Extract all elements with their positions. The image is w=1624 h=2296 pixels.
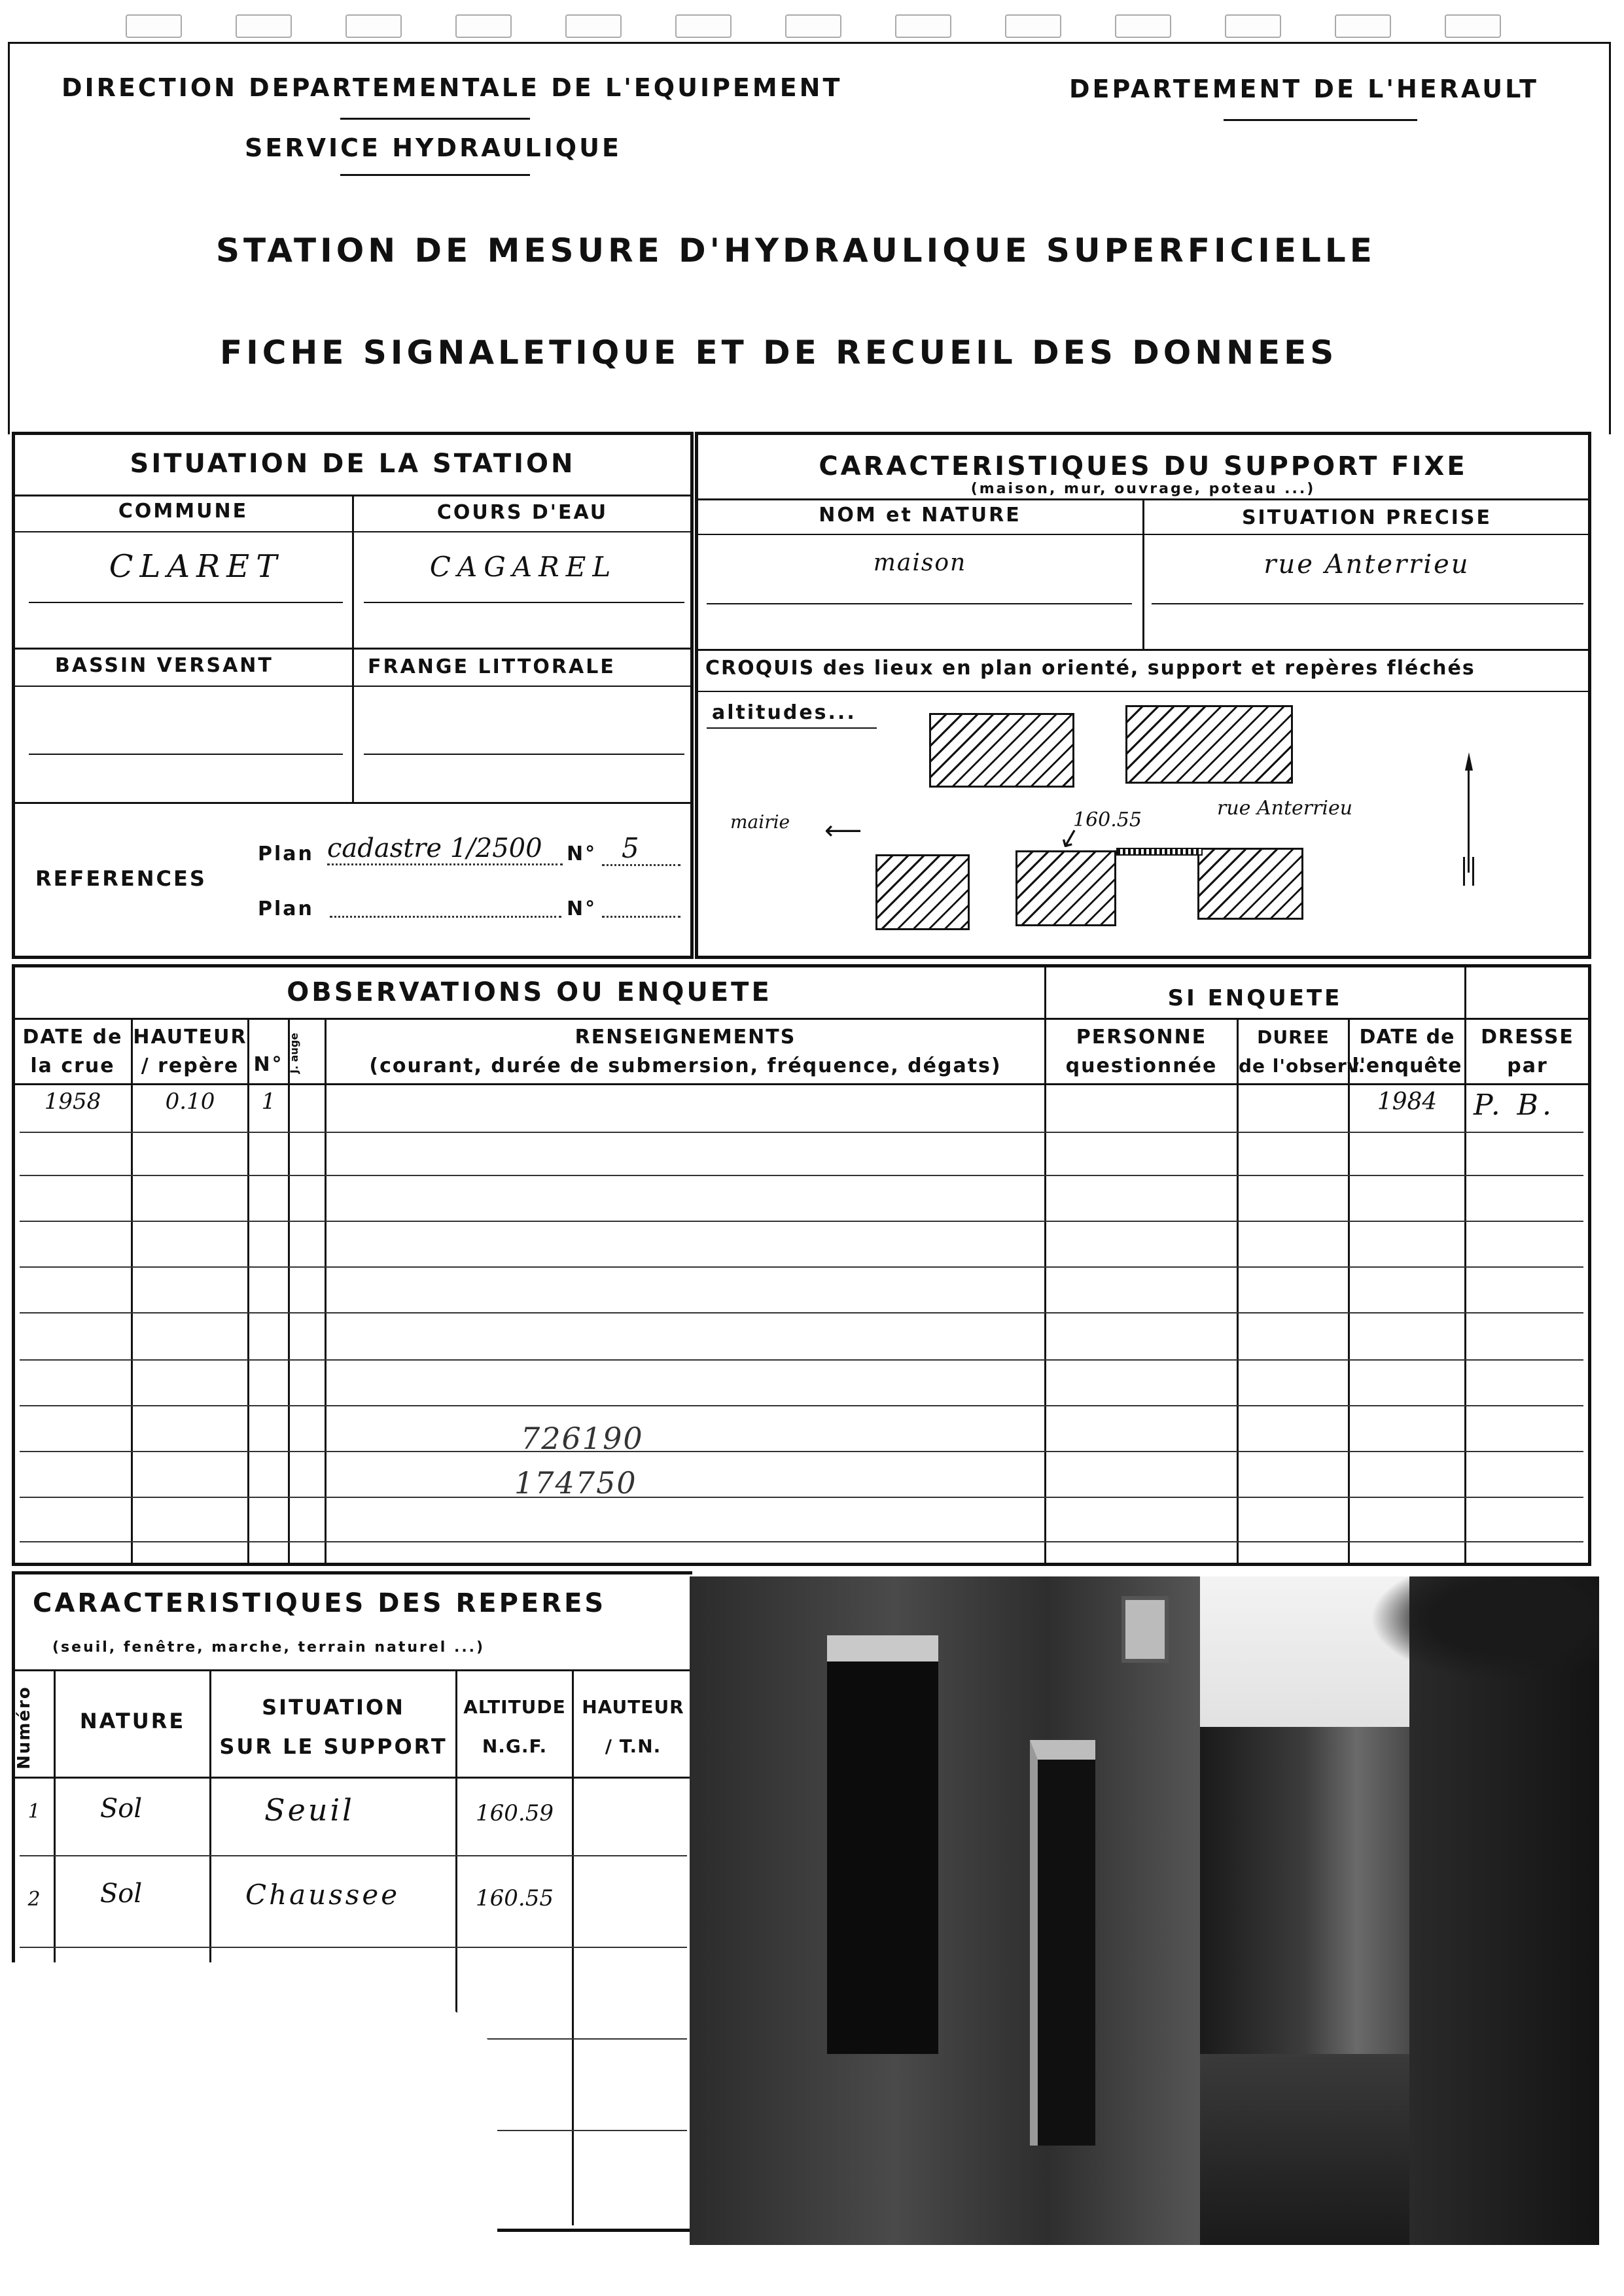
- repere-row-2-numero: 2: [27, 1888, 41, 1911]
- leader-arrow-icon: ↙: [1055, 820, 1084, 856]
- torn-corner: [0, 1962, 497, 2296]
- situation-precise-label: SITUATION PRECISE: [1241, 506, 1492, 529]
- page-subtitle: FICHE SIGNALETIQUE ET DE RECUEIL DES DONNEES: [220, 334, 1338, 372]
- obs-row-no: 1: [261, 1088, 276, 1115]
- observations-title: OBSERVATIONS OU ENQUETE: [287, 977, 772, 1007]
- nom-value: maison: [873, 549, 967, 576]
- plan2-label: Plan: [258, 897, 314, 920]
- obs-row-date: 1958: [44, 1088, 101, 1115]
- plan1-no-label: N°: [567, 843, 597, 865]
- threshold-mark: [1116, 848, 1203, 856]
- cours-value: CAGAREL: [429, 551, 618, 583]
- repere-row-1-altitude: 160.59: [476, 1800, 554, 1826]
- sketch-mairie-label: mairie: [730, 811, 790, 833]
- col-date-enquete-label: DATE de l'enquête: [1352, 1026, 1462, 1077]
- sketch-street-label: rue Anterrieu: [1217, 797, 1353, 820]
- repere-row-2-nature: Sol: [99, 1879, 143, 1909]
- col-numero-label: Numéro: [14, 1686, 34, 1769]
- col-jauge-label: J. auge: [288, 1032, 300, 1074]
- page-title: STATION DE MESURE D'HYDRAULIQUE SUPERFICIELLE: [216, 232, 1376, 270]
- cours-label: COURS D'EAU: [436, 501, 609, 524]
- col-altitude-label: ALTITUDE N.G.F.: [463, 1696, 566, 1757]
- col-hauteur-label: HAUTEUR / repère: [133, 1026, 247, 1077]
- obs-row-dresse: P. B.: [1474, 1088, 1555, 1122]
- references-label: REFERENCES: [35, 866, 207, 891]
- obs-row-hauteur: 0.10: [165, 1088, 215, 1115]
- plan1-label: Plan: [258, 843, 314, 865]
- building-sketch-2: [1125, 705, 1293, 784]
- situation-precise-value: rue Anterrieu: [1263, 549, 1470, 580]
- coord-y: 174750: [514, 1465, 637, 1501]
- col-situation-label: SITUATION SUR LE SUPPORT: [219, 1695, 448, 1759]
- support-title: CARACTERISTIQUES DU SUPPORT FIXE: [819, 451, 1468, 481]
- direction-label: DIRECTION DEPARTEMENTALE DE L'EQUIPEMENT: [62, 73, 843, 102]
- bassin-label: BASSIN VERSANT: [55, 654, 274, 677]
- plan2-no-dots: [602, 916, 680, 918]
- col-nature-label: NATURE: [79, 1709, 186, 1733]
- coord-x: 726190: [521, 1421, 644, 1456]
- repere-row-1-situation: Seuil: [264, 1792, 355, 1828]
- plan1-value: cadastre 1/2500: [327, 833, 563, 865]
- frange-label: FRANGE LITTORALE: [368, 655, 616, 678]
- repere-row-2-situation: Chaussee: [245, 1879, 400, 1911]
- building-sketch-3: [875, 854, 970, 930]
- plan1-no-value: 5: [602, 832, 680, 866]
- street-photo: [690, 1576, 1599, 2245]
- col-duree-label: DUREE de l'observ.: [1239, 1026, 1366, 1077]
- croquis-label: CROQUIS des lieux en plan orienté, support et repères fléchés: [705, 657, 1475, 680]
- building-sketch-4: [1015, 850, 1116, 926]
- col-personne-label: PERSONNE questionnée: [1065, 1026, 1218, 1077]
- plan2-dots: [330, 916, 561, 918]
- col-renseignements-label: RENSEIGNEMENTS (courant, durée de submersion, fréquence, dégats): [369, 1026, 1002, 1077]
- nom-label: NOM et NATURE: [819, 504, 1021, 527]
- col-dresse-label: DRESSE par: [1481, 1026, 1574, 1077]
- reperes-title: CARACTERISTIQUES DES REPERES: [33, 1588, 607, 1618]
- north-arrow-icon: [1467, 752, 1471, 890]
- col-no-label: N°: [253, 1053, 284, 1076]
- building-sketch-1: [929, 713, 1074, 788]
- departement-label: DEPARTEMENT DE L'HERAULT: [1069, 75, 1539, 103]
- repere-row-1-nature: Sol: [99, 1794, 143, 1824]
- obs-row-enquete-date: 1984: [1377, 1088, 1438, 1115]
- building-sketch-5: [1197, 848, 1303, 920]
- situation-title: SITUATION DE LA STATION: [130, 449, 576, 479]
- repere-row-2-altitude: 160.55: [476, 1885, 554, 1911]
- enquete-title: SI ENQUETE: [1167, 985, 1343, 1011]
- altitudes-label: altitudes...: [712, 701, 856, 724]
- col-hauteur-tn-label: HAUTEUR / T.N.: [582, 1696, 684, 1757]
- commune-label: COMMUNE: [118, 500, 249, 523]
- repere-row-1-numero: 1: [27, 1800, 41, 1823]
- sketch-altitude-label: 160.55: [1073, 809, 1142, 831]
- reperes-subtitle: (seuil, fenêtre, marche, terrain naturel ...): [52, 1639, 485, 1656]
- support-subtitle: (maison, mur, ouvrage, poteau ...): [970, 481, 1316, 497]
- commune-value: CLARET: [109, 548, 284, 585]
- service-label: SERVICE HYDRAULIQUE: [245, 133, 622, 162]
- col-date-label: DATE de la crue: [22, 1026, 123, 1077]
- plan2-no-label: N°: [567, 897, 597, 920]
- left-arrow-icon: ⟵: [824, 816, 862, 846]
